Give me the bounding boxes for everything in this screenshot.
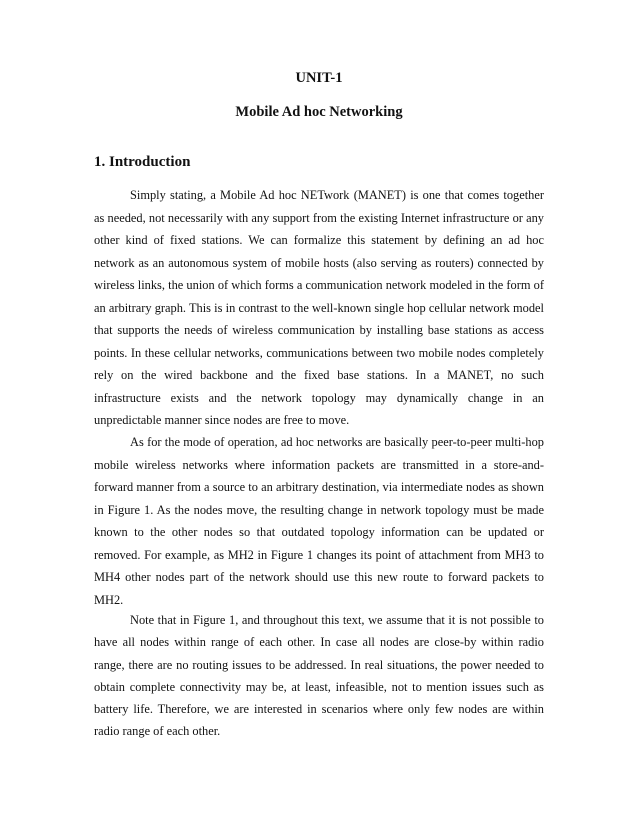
unit-title: UNIT-1 <box>295 70 343 86</box>
paragraph-1: Simply stating, a Mobile Ad hoc NETwork (MANET) is one that comes together as needed, not necessarily with any support from the existing Internet infrastructure or any other kind of fixed stations. We can formalize this statement by defining an ad hoc network as an autonomous system of mobile hosts (also serving as routers) connected by wireless links, the union of which forms a communication network modeled in the form of an arbitrary graph. This is in contrast to the well-known single hop cellular network model that supports the needs of wireless communication by installing base stations as access points. In these cellular networks, communications between two mobile nodes completely rely on the wired backbone and the fixed base stations. In a MANET, no such infrastructure exists and the network topology may dynamically change in an unpredictable manner since nodes are free to move. <box>94 188 544 428</box>
section-heading: 1. Introduction <box>94 154 191 170</box>
paragraph-3: Note that in Figure 1, and throughout this text, we assume that it is not possible to have all nodes within range of each other. In case all nodes are close-by within radio range, there are no routing issues to be addressed. In real situations, the power needed to obtain complete connectivity may be, at least, infeasible, not to mention issues such as battery life. Therefore, we are interested in scenarios where only few nodes are within radio range of each other. <box>94 613 544 739</box>
chapter-title: Mobile Ad hoc Networking <box>235 104 403 120</box>
paragraph-2: As for the mode of operation, ad hoc networks are basically peer-to-peer multi-hop mobile wireless networks where information packets are transmitted in a store-and-forward manner from a source to an arbitrary destination, via intermediate nodes as shown in Figure 1. As the nodes move, the resulting change in network topology must be made known to the other nodes so that outdated topology information can be updated or removed. For example, as MH2 in Figure 1 changes its point of attachment from MH3 to MH4 other nodes part of the network should use this new route to forward packets to MH2. <box>94 435 544 607</box>
